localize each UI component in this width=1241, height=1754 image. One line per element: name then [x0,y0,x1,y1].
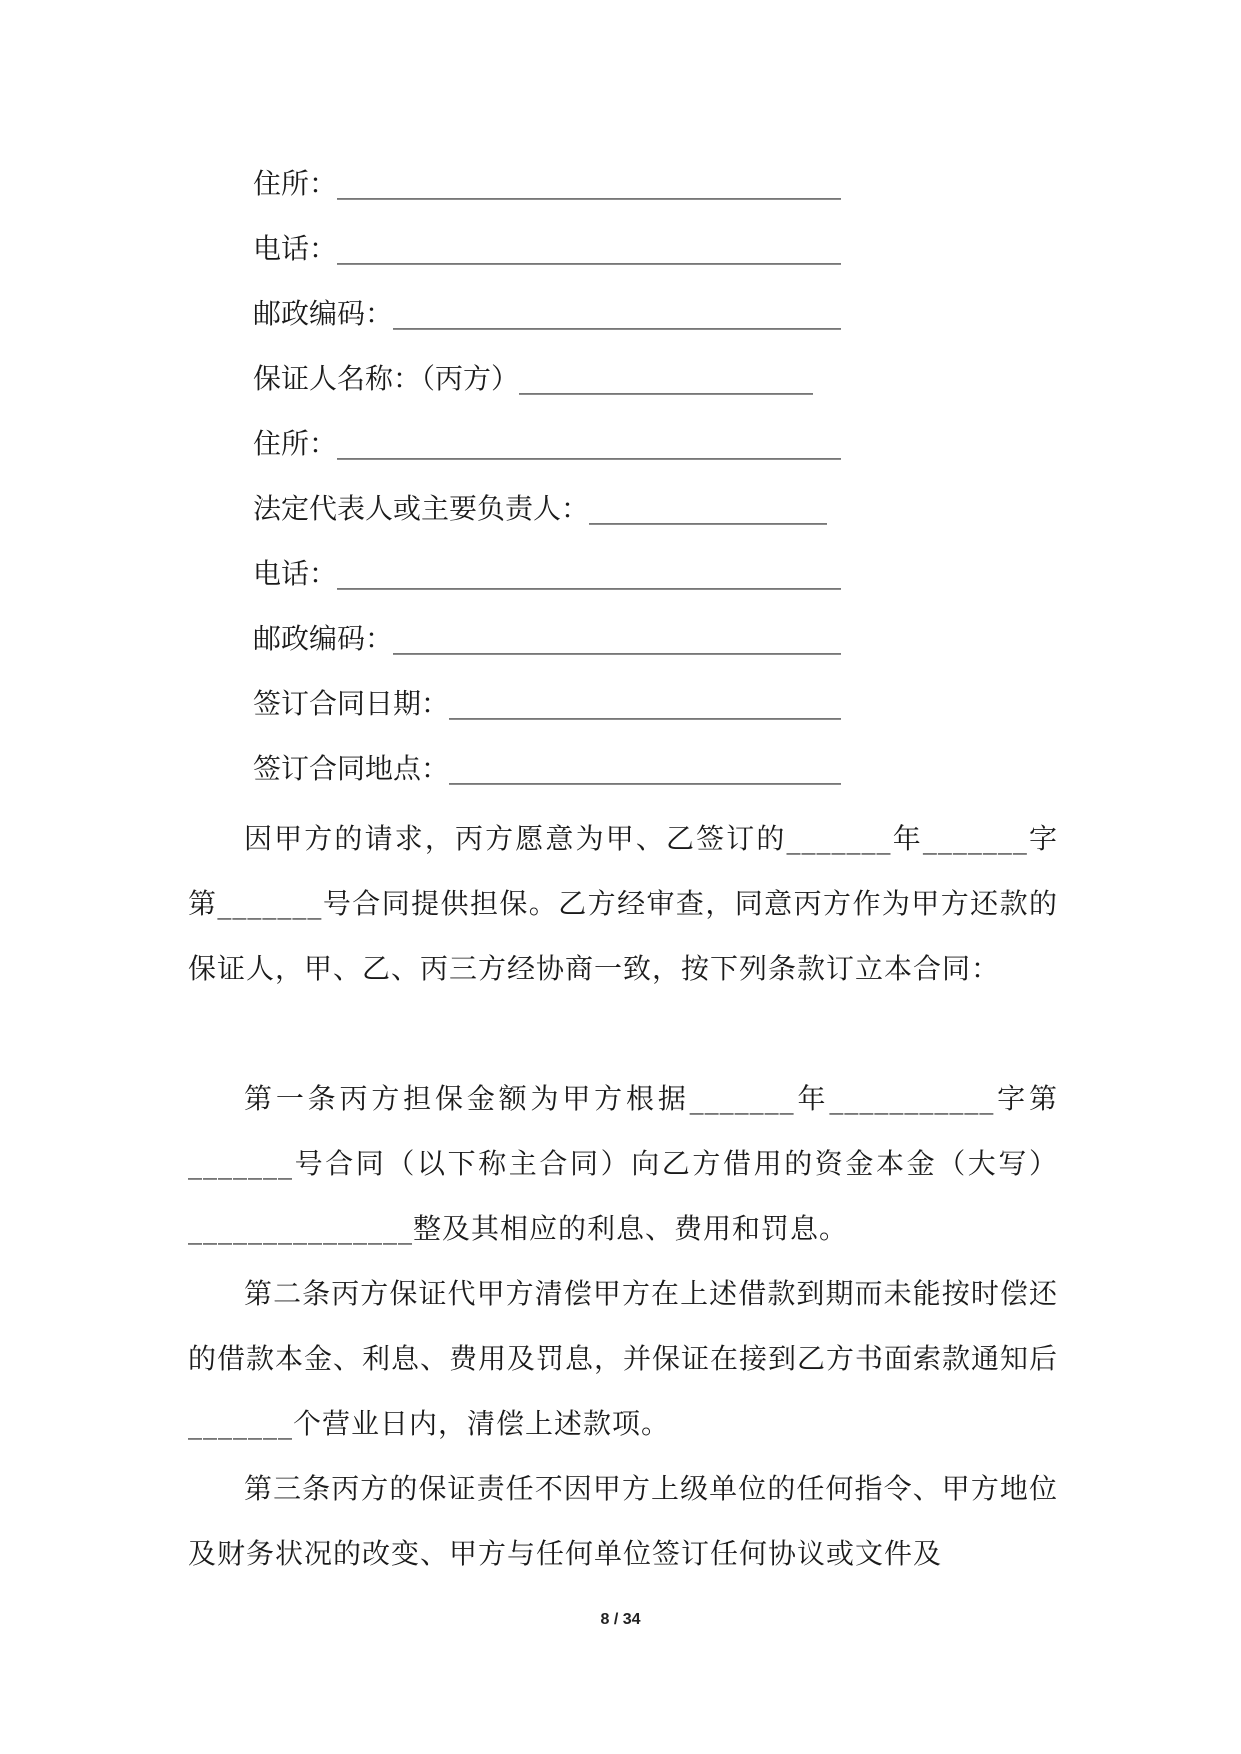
intro-paragraph: 因甲方的请求，丙方愿意为甲、乙签订的_______年_______字第_______号合同提供担保。乙方经审查，同意丙方作为甲方还款的保证人，甲、乙、丙三方经协商一致，按下列条款订立本合同： [188,822,1058,985]
article-2-paragraph: 第二条丙方保证代甲方清偿甲方在上述借款到期而未能按时偿还的借款本金、利息、费用及罚息，并保证在接到乙方书面索款通知后_______个营业日内，清偿上述款项。 [188,1277,1059,1440]
article-1-paragraph: 第一条丙方担保金额为甲方根据_______年___________字第_______号合同（以下称主合同）向乙方借用的资金本金（大写）_______________整及其相应的利息、费用和罚息。 [188,1082,1058,1245]
legal-representative-field: 法定代表人或主要负责人：_________________ [253,492,828,525]
bing-address-field: 住所：____________________________________ [253,427,842,460]
bing-postcode-field: 邮政编码：________________________________ [253,622,842,655]
page-number: 8 / 34 [600,1611,641,1628]
jia-address-field: 住所：____________________________________ [253,167,842,200]
guarantor-name-field: 保证人名称：（丙方）_____________________ [253,362,814,395]
signing-place-field: 签订合同地点：____________________________ [253,752,842,785]
article-3-paragraph: 第三条丙方的保证责任不因甲方上级单位的任何指令、甲方地位及财务状况的改变、甲方与任何单位签订任何协议或文件及 [188,1472,1058,1570]
jia-phone-field: 电话：____________________________________ [253,232,842,265]
bing-phone-field: 电话：____________________________________ [253,557,842,590]
signing-date-field: 签订合同日期：____________________________ [253,687,842,720]
jia-postcode-field: 邮政编码：________________________________ [253,297,842,330]
